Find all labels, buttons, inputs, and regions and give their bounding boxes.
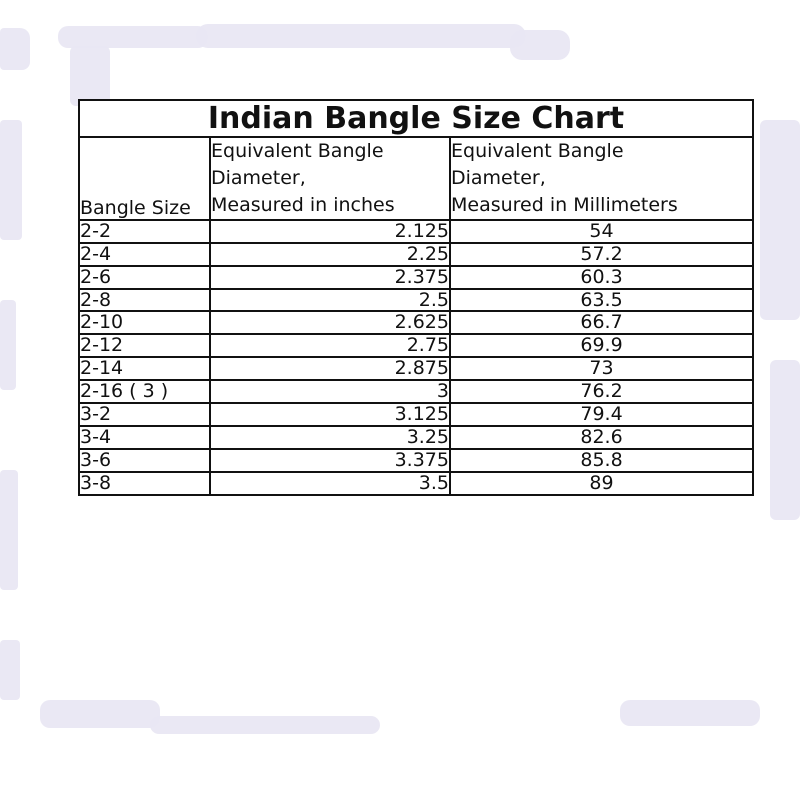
- cell-millimeters: 63.5: [450, 289, 753, 312]
- cell-inches: 3.375: [210, 449, 450, 472]
- background-smudge: [40, 700, 160, 728]
- cell-inches: 2.625: [210, 311, 450, 334]
- cell-millimeters: 85.8: [450, 449, 753, 472]
- cell-millimeters: 60.3: [450, 266, 753, 289]
- bangle-size-chart: [78, 99, 752, 496]
- cell-millimeters: 57.2: [450, 243, 753, 266]
- background-smudge: [760, 120, 800, 320]
- background-smudge: [58, 26, 208, 48]
- table-row: [79, 472, 753, 495]
- column-header-millimeters-line2: Diameter,: [451, 166, 546, 189]
- cell-inches: 2.75: [210, 334, 450, 357]
- column-header-inches-line3: Measured in inches: [211, 193, 395, 216]
- table-row: [79, 266, 753, 289]
- column-header-inches-line1: Equivalent Bangle: [211, 140, 384, 162]
- background-smudge: [150, 716, 380, 734]
- cell-millimeters: 76.2: [450, 380, 753, 403]
- cell-bangle-size: 2-14: [79, 357, 210, 380]
- background-smudge: [70, 46, 110, 106]
- cell-millimeters: 54: [450, 220, 753, 243]
- background-smudge: [770, 360, 800, 520]
- table-row: [79, 426, 753, 449]
- background-smudge: [0, 120, 22, 240]
- cell-bangle-size: 2-10: [79, 311, 210, 334]
- cell-inches: 3: [210, 380, 450, 403]
- table-header-row: [79, 137, 753, 220]
- cell-bangle-size: 2-8: [79, 289, 210, 312]
- cell-millimeters: 89: [450, 472, 753, 495]
- table-row: [79, 289, 753, 312]
- table-row: [79, 243, 753, 266]
- table-row: [79, 220, 753, 243]
- cell-millimeters: 82.6: [450, 426, 753, 449]
- cell-inches: 2.25: [210, 243, 450, 266]
- cell-bangle-size: 2-2: [79, 220, 210, 243]
- table-row: [79, 334, 753, 357]
- column-header-inches-line2: Diameter,: [211, 166, 306, 189]
- cell-inches: 2.5: [210, 289, 450, 312]
- cell-bangle-size: 3-2: [79, 403, 210, 426]
- cell-bangle-size: 3-4: [79, 426, 210, 449]
- background-smudge: [0, 300, 16, 390]
- table-row: [79, 380, 753, 403]
- cell-inches: 3.25: [210, 426, 450, 449]
- column-header-inches: [210, 137, 450, 220]
- cell-bangle-size: 2-16 ( 3 ): [79, 380, 210, 403]
- cell-bangle-size: 2-6: [79, 266, 210, 289]
- cell-bangle-size: 2-4: [79, 243, 210, 266]
- cell-bangle-size: 2-12: [79, 334, 210, 357]
- cell-bangle-size: 3-6: [79, 449, 210, 472]
- table-row: [79, 403, 753, 426]
- table-row: [79, 357, 753, 380]
- column-header-bangle-size: [79, 137, 210, 220]
- column-header-millimeters-line3: Measured in Millimeters: [451, 193, 678, 216]
- column-header-millimeters: [450, 137, 753, 220]
- background-smudge: [0, 28, 30, 70]
- cell-inches: 2.375: [210, 266, 450, 289]
- table-row: [79, 311, 753, 334]
- column-header-millimeters-line1: Equivalent Bangle: [451, 140, 624, 162]
- cell-millimeters: 66.7: [450, 311, 753, 334]
- background-smudge: [0, 640, 20, 700]
- cell-inches: 3.125: [210, 403, 450, 426]
- cell-inches: 2.125: [210, 220, 450, 243]
- column-header-bangle-size-label: Bangle Size: [80, 196, 191, 219]
- background-smudge: [510, 30, 570, 60]
- chart-title-row: [79, 100, 753, 137]
- cell-millimeters: 69.9: [450, 334, 753, 357]
- cell-millimeters: 79.4: [450, 403, 753, 426]
- background-smudge: [196, 24, 526, 48]
- page-title: Indian Bangle Size Chart: [79, 100, 753, 137]
- background-smudge: [620, 700, 760, 726]
- background-smudge: [0, 470, 18, 590]
- cell-millimeters: 73: [450, 357, 753, 380]
- table-row: [79, 449, 753, 472]
- cell-inches: 2.875: [210, 357, 450, 380]
- cell-inches: 3.5: [210, 472, 450, 495]
- size-chart-table: [78, 99, 754, 496]
- cell-bangle-size: 3-8: [79, 472, 210, 495]
